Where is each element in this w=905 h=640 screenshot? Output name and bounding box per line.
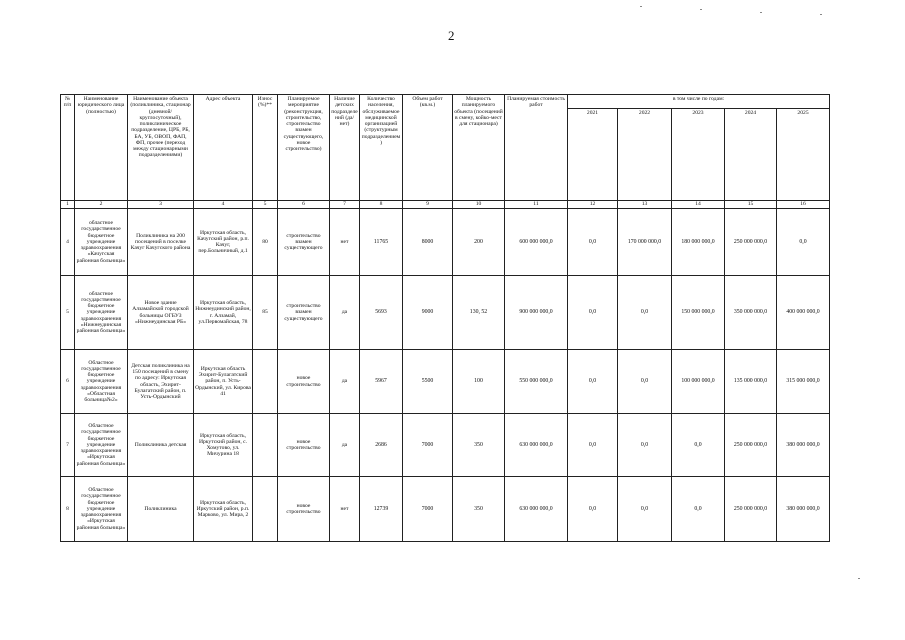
column-number: 4 (194, 201, 253, 209)
wear-cell (253, 350, 278, 414)
header-organization: Наименование юридического лица (полностью) (75, 95, 128, 201)
scan-speck (858, 578, 860, 579)
wear-cell (253, 477, 278, 542)
address-cell: Иркутская область, Качугский район, р.п. Качуг, пер.Больничный, д.1 (194, 209, 253, 276)
column-number: 8 (360, 201, 403, 209)
year-2025-cell: 380 000 000,0 (777, 477, 830, 542)
organization-cell: Областное государственное бюджетное учреждение здравоохранения «Иркутская районная больница» (75, 477, 128, 542)
header-volume: Объем работ (кв.м.) (403, 95, 453, 201)
header-population: Количество населения, обслуживаемое медицинской организацией (структурным подразделением) (360, 95, 403, 201)
year-2022-cell: 0,0 (618, 350, 672, 414)
volume-cell: 8000 (403, 209, 453, 276)
table-row (61, 414, 830, 477)
column-number: 13 (618, 201, 672, 209)
capacity-cell: 200 (453, 209, 505, 276)
cost-cell: 630 000 000,0 (505, 477, 568, 542)
column-number: 11 (505, 201, 568, 209)
object-cell: Поликлиника на 200 посещений в поселке Качуг Качугского района (128, 209, 194, 276)
population-cell: 12739 (360, 477, 403, 542)
year-2024-cell: 350 000 000,0 (725, 276, 777, 350)
address-cell: Иркутская область, Иркутский район, с. Хомутово, ул. Мичурина 18 (194, 414, 253, 477)
table-row (61, 350, 830, 414)
header-year-2021: 2021 (568, 109, 618, 201)
scan-speck (640, 6, 642, 7)
scan-speck (820, 14, 822, 15)
year-2023-cell: 150 000 000,0 (672, 276, 725, 350)
year-2023-cell: 180 000 000,0 (672, 209, 725, 276)
year-2022-cell: 0,0 (618, 477, 672, 542)
header-measure: Планируемое мероприятие (реконструкция, строительство, строительство взамен существующего, новое строительство) (278, 95, 330, 201)
wear-cell: 85 (253, 276, 278, 350)
scan-speck (760, 12, 762, 13)
address-cell: Иркутская область, Иркутский район, р.п. Марково, ул. Мира, 2 (194, 477, 253, 542)
column-number-row (61, 201, 830, 209)
header-capacity: Мощность планируемого объекта (посещений в смену, койко-мест для стационара) (453, 95, 505, 201)
year-2023-cell: 0,0 (672, 477, 725, 542)
children-cell: нет (330, 477, 360, 542)
row-number: 7 (61, 414, 75, 477)
wear-cell (253, 414, 278, 477)
children-cell: да (330, 350, 360, 414)
object-cell: Новое здание Алзамайской городской больницы ОГБУЗ «Нижнеудинская РБ» (128, 276, 194, 350)
page-number: 2 (448, 28, 455, 43)
children-cell: нет (330, 209, 360, 276)
measure-cell: новое строительство (278, 350, 330, 414)
children-cell: да (330, 276, 360, 350)
header-year-2023: 2023 (672, 109, 725, 201)
capacity-cell: 350 (453, 477, 505, 542)
year-2025-cell: 400 000 000,0 (777, 276, 830, 350)
column-number: 12 (568, 201, 618, 209)
cost-cell: 600 000 000,0 (505, 209, 568, 276)
address-cell: Иркутская область, Нижнеудинский район, г. Алзамай, ул.Первомайская, 78 (194, 276, 253, 350)
column-number: 6 (278, 201, 330, 209)
capacity-cell: 350 (453, 414, 505, 477)
year-2023-cell: 0,0 (672, 414, 725, 477)
header-number: № п/п (61, 95, 75, 201)
header-years-group: в том числе по годам: (568, 95, 830, 109)
column-number: 10 (453, 201, 505, 209)
volume-cell: 7000 (403, 477, 453, 542)
measure-cell: новое строительство (278, 414, 330, 477)
population-cell: 2686 (360, 414, 403, 477)
cost-cell: 900 000 000,0 (505, 276, 568, 350)
header-cost: Планируемая стоимость работ (505, 95, 568, 201)
year-2024-cell: 250 000 000,0 (725, 477, 777, 542)
year-2021-cell: 0,0 (568, 414, 618, 477)
row-number: 4 (61, 209, 75, 276)
header-children: Наличие детских подразделений (да/нет) (330, 95, 360, 201)
header-year-2022: 2022 (618, 109, 672, 201)
measure-cell: новое строительство (278, 477, 330, 542)
column-number: 5 (253, 201, 278, 209)
year-2023-cell: 100 000 000,0 (672, 350, 725, 414)
volume-cell: 9000 (403, 276, 453, 350)
header-year-2025: 2025 (777, 109, 830, 201)
measure-cell: строительство взамен существующего (278, 276, 330, 350)
volume-cell: 5500 (403, 350, 453, 414)
year-2021-cell: 0,0 (568, 209, 618, 276)
year-2024-cell: 250 000 000,0 (725, 209, 777, 276)
year-2022-cell: 170 000 000,0 (618, 209, 672, 276)
cost-cell: 550 000 000,0 (505, 350, 568, 414)
year-2021-cell: 0,0 (568, 477, 618, 542)
header-object: Наименование объекта (поликлиника, стационар (дневной/круглосуточный), поликлиническое подразделение, ЦРБ, РБ, БА, УБ, ОВОП, ФАП, ФП, прочее (переход между стационарными подразделениями) (128, 95, 194, 201)
wear-cell: 80 (253, 209, 278, 276)
row-number: 6 (61, 350, 75, 414)
address-cell: Иркутская область Эхирит-Булагатский район, п. Усть-Ордынский, ул. Кирова 41 (194, 350, 253, 414)
volume-cell: 7000 (403, 414, 453, 477)
row-number: 5 (61, 276, 75, 350)
column-number: 3 (128, 201, 194, 209)
column-number: 16 (777, 201, 830, 209)
year-2021-cell: 0,0 (568, 276, 618, 350)
column-number: 2 (75, 201, 128, 209)
children-cell: да (330, 414, 360, 477)
year-2021-cell: 0,0 (568, 350, 618, 414)
population-cell: 5967 (360, 350, 403, 414)
measure-cell: строительство взамен существующего (278, 209, 330, 276)
column-number: 15 (725, 201, 777, 209)
object-cell: Поликлиника (128, 477, 194, 542)
column-number: 9 (403, 201, 453, 209)
year-2025-cell: 0,0 (777, 209, 830, 276)
column-number: 1 (61, 201, 75, 209)
capacity-cell: 130, 52 (453, 276, 505, 350)
header-address: Адрес объекта (194, 95, 253, 201)
organization-cell: Областное государственное бюджетное учреждение здравоохранения «Областная больница№2» (75, 350, 128, 414)
table-row (61, 477, 830, 542)
cost-cell: 630 000 000,0 (505, 414, 568, 477)
year-2025-cell: 315 000 000,0 (777, 350, 830, 414)
header-wear: Износ (%)** (253, 95, 278, 201)
year-2022-cell: 0,0 (618, 276, 672, 350)
construction-plan-table (60, 94, 830, 542)
row-number: 8 (61, 477, 75, 542)
year-2024-cell: 135 000 000,0 (725, 350, 777, 414)
column-number: 7 (330, 201, 360, 209)
organization-cell: областное государственное бюджетное учреждение здравоохранения «Качугская районная больница» (75, 209, 128, 276)
year-2022-cell: 0,0 (618, 414, 672, 477)
header-year-2024: 2024 (725, 109, 777, 201)
table-row (61, 276, 830, 350)
year-2024-cell: 250 000 000,0 (725, 414, 777, 477)
population-cell: 5693 (360, 276, 403, 350)
object-cell: Поликлиника детская (128, 414, 194, 477)
year-2025-cell: 380 000 000,0 (777, 414, 830, 477)
organization-cell: областное государственное бюджетное учреждение здравоохранения «Нижнеудинская районная больница» (75, 276, 128, 350)
table-row (61, 209, 830, 276)
column-number: 14 (672, 201, 725, 209)
capacity-cell: 100 (453, 350, 505, 414)
organization-cell: Областное государственное бюджетное учреждение здравоохранения «Иркутская районная больница» (75, 414, 128, 477)
object-cell: Детская поликлиника на 150 посещений в смену по адресу: Иркутская область, Эхирит-Булагатский район, п. Усть-Ордынский (128, 350, 194, 414)
scan-speck (700, 9, 702, 10)
population-cell: 11765 (360, 209, 403, 276)
